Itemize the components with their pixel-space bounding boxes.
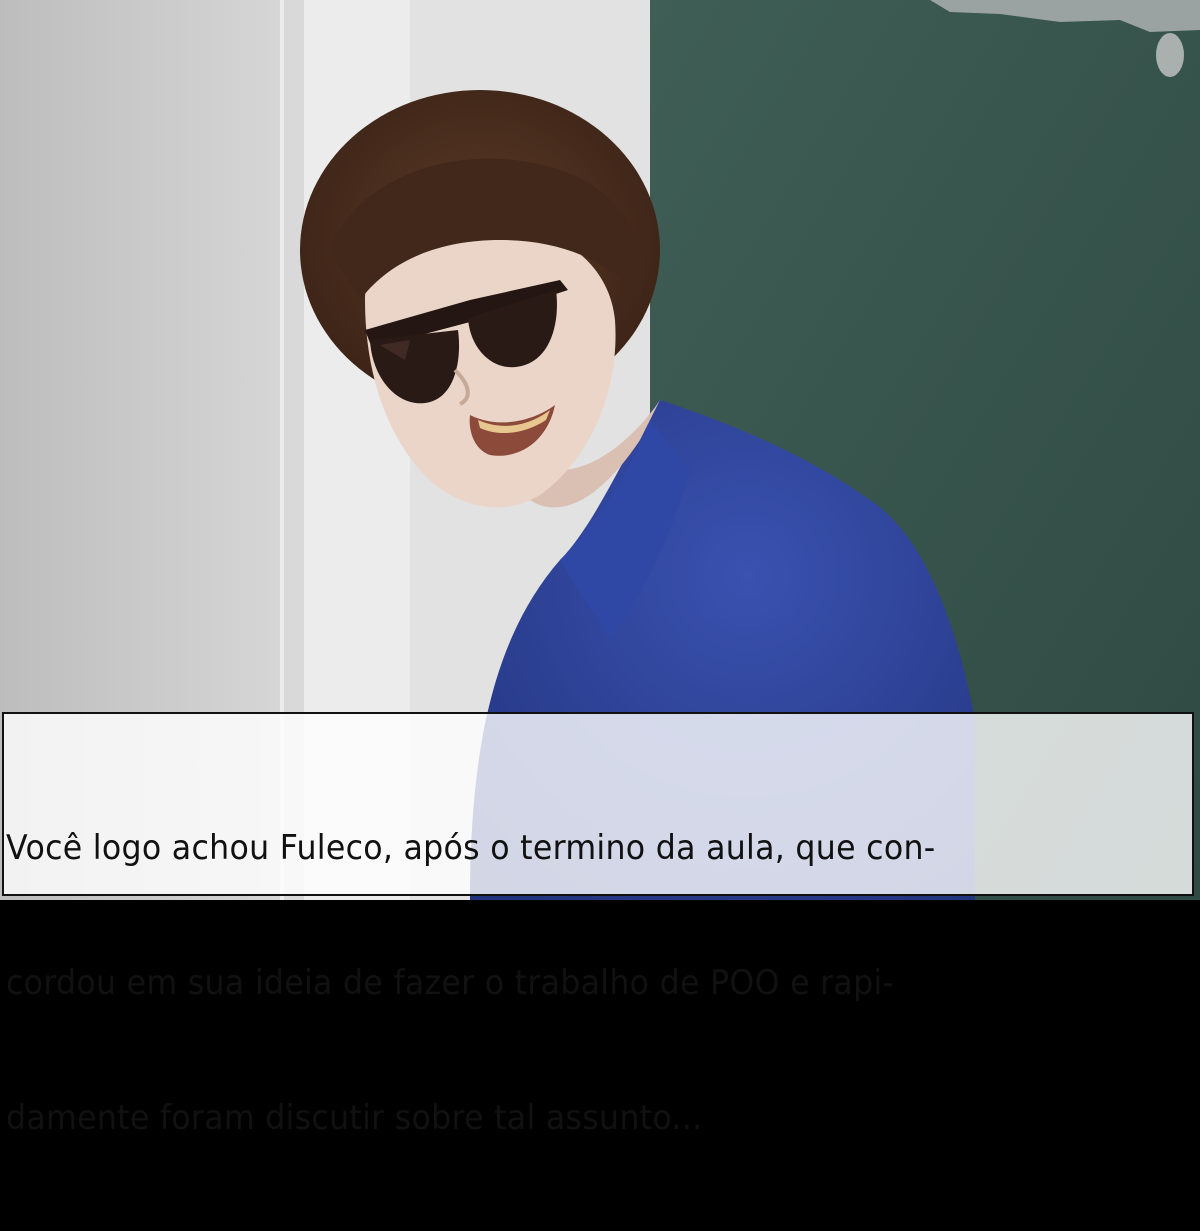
dialogue-line: Você logo achou Fuleco, após o termino da aula, que con-: [6, 828, 936, 868]
dialogue-text: [6, 736, 1109, 1231]
dialogue-line: cordou em sua ideia de fazer o trabalho de POO e rapi-: [6, 963, 895, 1003]
dialogue-box[interactable]: [2, 712, 1194, 1138]
dialogue-line: damente foram discutir sobre tal assunto...: [6, 1098, 703, 1138]
